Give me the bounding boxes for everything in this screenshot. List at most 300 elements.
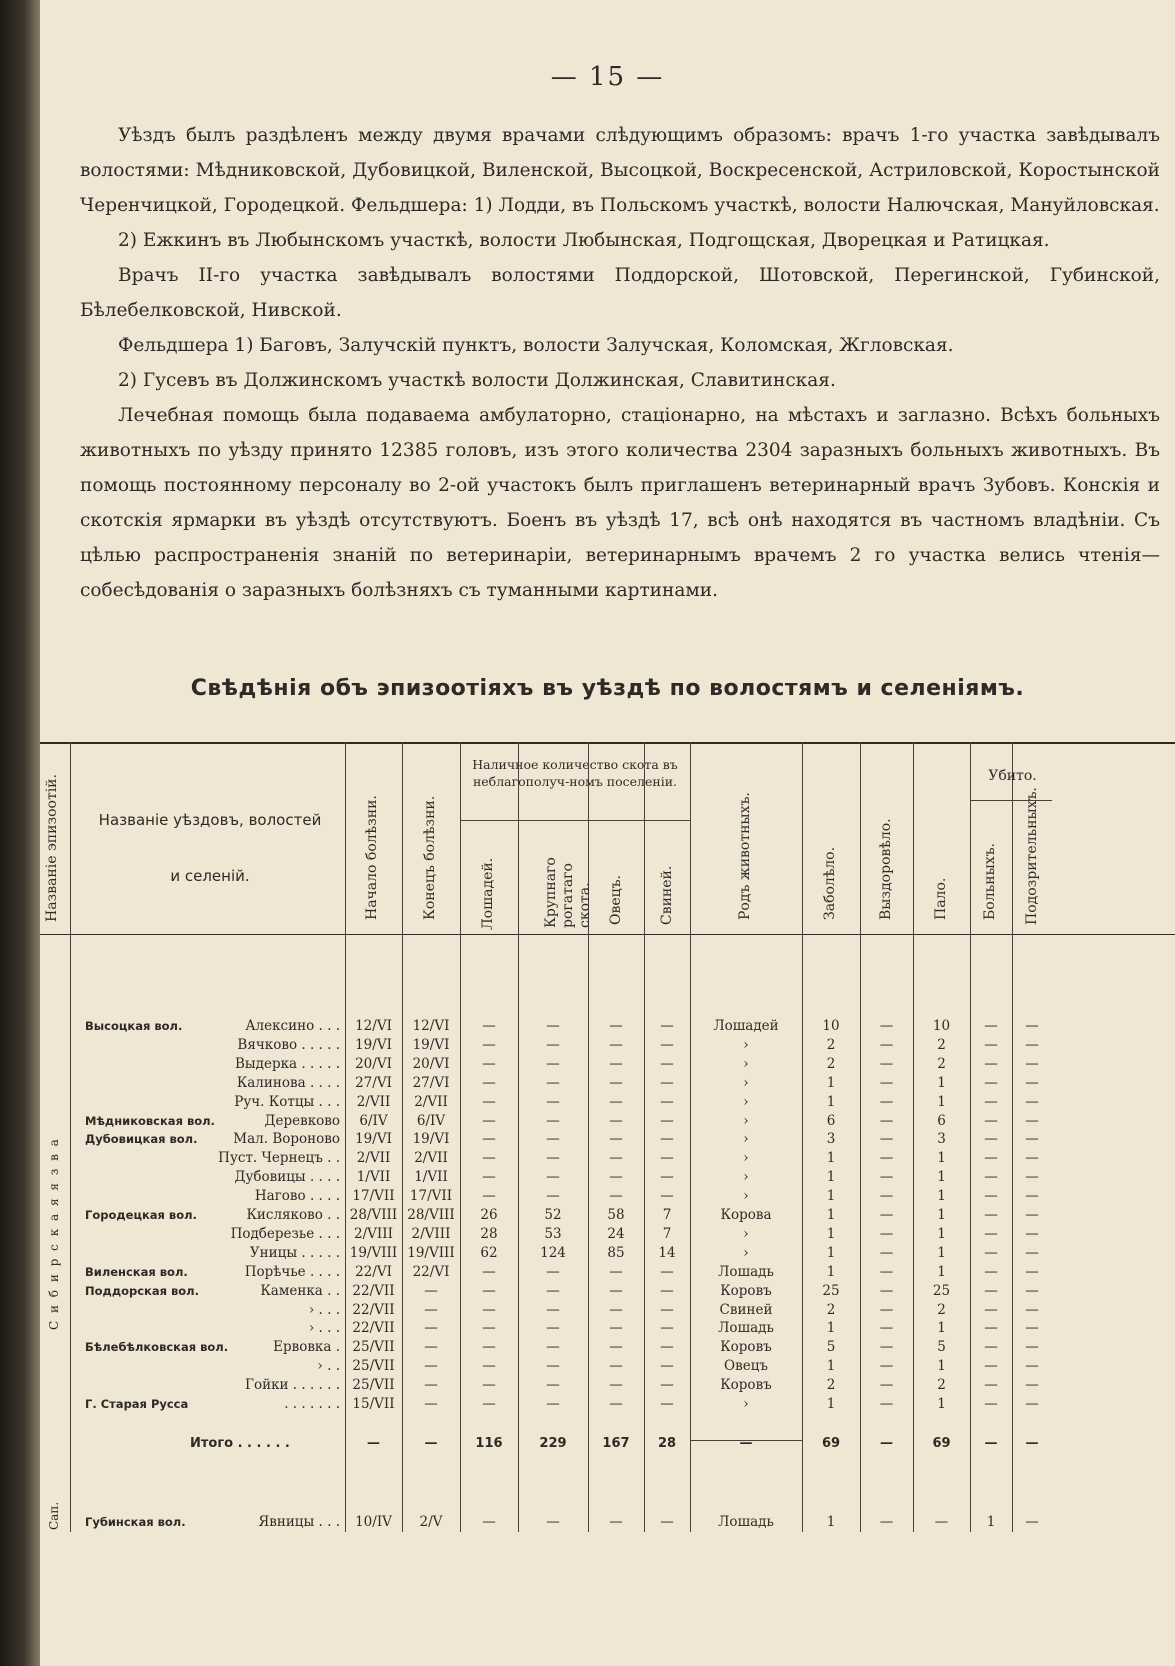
cell-rec: —: [879, 1320, 894, 1337]
volost-name: Губинская вол.: [85, 1515, 186, 1529]
settlement-name: Гойки . . . . . .: [245, 1377, 340, 1394]
cell-died: 2: [937, 1377, 946, 1394]
cell-cattle: —: [546, 1018, 560, 1034]
settlement-name: Алексино . . .: [245, 1018, 340, 1034]
cell-died: 10: [932, 1018, 951, 1034]
settlement-name: Пуст. Чернецъ . .: [218, 1150, 340, 1167]
cell-horses: —: [482, 1514, 496, 1530]
cell-kind: ›: [743, 1169, 749, 1186]
cell-susp: —: [1025, 1282, 1039, 1299]
cell-cattle: 229: [539, 1436, 567, 1451]
cell-rec: —: [879, 1169, 894, 1186]
header-name-line2: и селеній.: [170, 867, 250, 885]
cell-sick: —: [984, 1320, 998, 1337]
cell-rec: —: [879, 1263, 894, 1280]
cell-cattle: 52: [544, 1207, 562, 1223]
cell-horses: —: [482, 1377, 496, 1394]
cell-ill: 2: [826, 1055, 836, 1072]
cell-horses: —: [482, 1112, 496, 1129]
cell-sick: —: [984, 1396, 998, 1412]
cell-ill: 69: [821, 1436, 841, 1451]
cell-cattle: —: [546, 1036, 560, 1053]
table-row: [40, 1113, 1175, 1133]
volost-name: Г. Старая Русса: [85, 1397, 189, 1411]
cell-sheep: —: [609, 1377, 623, 1394]
header-name-line1: Названіе уѣздовъ, волостей: [98, 811, 322, 829]
cell-horses: 26: [480, 1207, 498, 1223]
cell-sick: —: [984, 1112, 998, 1129]
paragraph: Фельдшера 1) Баговъ, Залучскій пунктъ, волости Залучская, Коломская, Жгловская.: [118, 335, 954, 356]
cell-start: 2/VII: [356, 1150, 391, 1167]
header-cattle: Крупнаго рогатаго скота.: [543, 857, 593, 928]
header-start: Начало болѣзни.: [364, 795, 380, 920]
book-spine-shadow: [0, 0, 40, 1666]
cell-pigs: —: [660, 1150, 674, 1167]
table-row: [40, 1358, 1175, 1378]
cell-cattle: —: [546, 1339, 560, 1356]
cell-end: 1/VII: [414, 1169, 448, 1186]
cell-cattle: —: [546, 1055, 560, 1072]
cell-sheep: —: [609, 1188, 623, 1205]
cell-ill: 1: [826, 1074, 836, 1091]
cell-start: 15/VII: [352, 1396, 395, 1412]
volost-name: Мѣдниковская вол.: [85, 1113, 215, 1128]
cell-died: 2: [937, 1301, 946, 1318]
settlement-name: › . . .: [308, 1301, 340, 1318]
cell-rec: —: [879, 1339, 894, 1356]
cell-died: 1: [937, 1207, 946, 1223]
cell-susp: —: [1025, 1225, 1039, 1242]
table-row: [40, 1018, 1175, 1038]
table-row: [40, 1169, 1175, 1189]
cell-died: 2: [937, 1036, 946, 1053]
table-row: [40, 1283, 1175, 1303]
cell-kind: Коровъ: [720, 1377, 772, 1394]
cell-start: 22/VII: [352, 1282, 395, 1299]
cell-died: 1: [937, 1093, 946, 1110]
cell-pigs: —: [660, 1377, 674, 1394]
cell-sheep: —: [609, 1169, 623, 1186]
cell-start: 22/VII: [352, 1320, 395, 1337]
document-page: [40, 0, 1175, 1666]
cell-start: 6/IV: [359, 1112, 388, 1129]
cell-start: 17/VII: [352, 1188, 395, 1205]
cell-end: —: [424, 1301, 438, 1318]
cell-susp: —: [1025, 1263, 1039, 1280]
cell-horses: 62: [480, 1244, 498, 1261]
cell-start: 25/VII: [352, 1377, 395, 1394]
cell-horses: —: [482, 1396, 496, 1412]
cell-horses: —: [482, 1150, 496, 1167]
cell-end: 28/VIII: [407, 1207, 455, 1223]
cell-sheep: —: [609, 1396, 623, 1412]
cell-pigs: 7: [662, 1225, 672, 1242]
table-top-rule: [40, 742, 1175, 744]
cell-cattle: —: [546, 1169, 560, 1186]
cell-cattle: —: [546, 1514, 560, 1530]
settlement-name: Нагово . . . .: [254, 1188, 340, 1205]
cell-end: —: [424, 1339, 438, 1356]
cell-sheep: —: [609, 1150, 623, 1167]
cell-ill: 1: [826, 1225, 836, 1242]
cell-start: 2/VII: [356, 1093, 391, 1110]
cell-horses: 28: [480, 1225, 498, 1242]
cell-died: 1: [937, 1396, 946, 1412]
page-number: — 15 —: [550, 62, 665, 92]
cell-rec: —: [879, 1301, 894, 1318]
cell-kind: ›: [743, 1150, 749, 1167]
header-horses: Лошадей.: [480, 857, 496, 930]
table-row: [40, 1094, 1175, 1114]
cell-start: 28/VIII: [349, 1207, 398, 1223]
header-disease: Названіе эпизоотій.: [44, 774, 60, 922]
cell-kind: Корова: [720, 1207, 772, 1223]
table-row: [40, 1226, 1175, 1246]
cell-sheep: 58: [607, 1207, 625, 1223]
cell-pigs: —: [660, 1396, 674, 1412]
cell-rec: —: [879, 1514, 894, 1530]
table-row: [40, 1131, 1175, 1151]
cell-pigs: —: [660, 1169, 674, 1186]
cell-cattle: —: [546, 1150, 560, 1167]
paragraph: Уѣздъ былъ раздѣленъ между двумя врачами слѣдующимъ образомъ: врачъ 1-го участка завѣдывалъ волостями: Мѣдниковской, Дубовицкой, Виленской, Высоцкой, Воскресенской, Астриловской, Коростынской Черенчицкой, Городецкой. Фельдшера: 1) Лодди, въ Польскомъ участкѣ, волости Налючская, Мануйловская.: [80, 125, 1160, 216]
cell-pigs: —: [660, 1339, 674, 1356]
cell-died: 69: [932, 1436, 951, 1451]
cell-end: —: [424, 1282, 438, 1299]
cell-ill: 1: [826, 1320, 836, 1337]
cell-cattle: —: [546, 1188, 560, 1205]
cell-pigs: —: [660, 1093, 674, 1110]
cell-pigs: —: [660, 1301, 674, 1318]
cell-sick: —: [984, 1377, 998, 1394]
table-row: [40, 1037, 1175, 1057]
volost-name: Бѣлебѣлковская вол.: [85, 1340, 229, 1355]
cell-start: 22/VI: [355, 1263, 392, 1280]
cell-sick: —: [984, 1436, 998, 1451]
cell-horses: —: [482, 1055, 496, 1072]
cell-horses: —: [482, 1018, 496, 1034]
cell-end: 27/VI: [412, 1074, 450, 1091]
cell-died: 3: [937, 1131, 946, 1148]
cell-end: 2/VII: [414, 1150, 448, 1167]
cell-sick: —: [984, 1225, 998, 1242]
cell-sick: —: [984, 1358, 998, 1375]
cell-pigs: —: [660, 1514, 674, 1530]
cell-kind: Лошадь: [718, 1320, 774, 1337]
header-sheep: Овецъ.: [608, 874, 624, 925]
cell-sheep: —: [609, 1514, 623, 1530]
cell-died: 1: [937, 1169, 946, 1186]
header-kind: Родъ животныхъ.: [737, 792, 753, 920]
settlement-name: Руч. Котцы . . .: [234, 1093, 340, 1110]
cell-pigs: —: [660, 1018, 674, 1034]
disease-label-glanders: Сап.: [47, 1501, 61, 1530]
cell-sheep: —: [609, 1263, 623, 1280]
cell-rec: —: [879, 1093, 894, 1110]
cell-horses: —: [482, 1131, 496, 1148]
cell-rec: —: [879, 1244, 894, 1261]
settlement-name: Вячково . . . . .: [237, 1036, 340, 1053]
cell-rec: —: [879, 1377, 894, 1394]
cell-ill: 10: [822, 1018, 840, 1034]
cell-horses: —: [482, 1301, 496, 1318]
cell-susp: —: [1025, 1514, 1039, 1530]
cell-start: 19/VI: [355, 1131, 392, 1148]
table-row: [40, 1339, 1175, 1359]
table-row: [40, 1302, 1175, 1322]
paragraph: 2) Гусевъ въ Должинскомъ участкѣ волости Должинская, Славитинская.: [118, 370, 836, 391]
cell-cattle: —: [546, 1131, 560, 1148]
cell-rec: —: [880, 1436, 893, 1451]
cell-susp: —: [1025, 1207, 1039, 1223]
cell-horses: —: [482, 1093, 496, 1110]
table-row: [40, 1188, 1175, 1208]
cell-start: 10/IV: [355, 1514, 392, 1530]
cell-sheep: —: [609, 1112, 623, 1129]
cell-sick: —: [984, 1150, 998, 1167]
cell-rec: —: [879, 1396, 894, 1412]
cell-end: 2/VII: [414, 1093, 448, 1110]
cell-kind: —: [739, 1436, 753, 1451]
cell-susp: —: [1025, 1055, 1039, 1072]
cell-pigs: —: [660, 1036, 674, 1053]
cell-sick: 1: [986, 1514, 996, 1530]
cell-susp: —: [1025, 1036, 1039, 1053]
cell-died: 1: [937, 1188, 946, 1205]
cell-sheep: —: [609, 1131, 623, 1148]
disease-label-anthrax: С и б и р с к а я я з в а: [47, 1137, 61, 1330]
cell-sheep: —: [609, 1018, 623, 1034]
cell-kind: ›: [743, 1396, 749, 1412]
cell-susp: —: [1025, 1169, 1039, 1186]
cell-sheep: —: [609, 1358, 623, 1375]
cell-cattle: —: [546, 1074, 560, 1091]
volost-name: Высоцкая вол.: [85, 1019, 183, 1033]
cell-died: 1: [937, 1320, 946, 1337]
table-title: Свѣдѣнія объ эпизоотіяхъ въ уѣздѣ по волостямъ и селеніямъ.: [190, 676, 1025, 701]
cell-susp: —: [1025, 1112, 1039, 1129]
cell-pigs: 7: [662, 1207, 672, 1223]
cell-end: —: [424, 1377, 438, 1394]
cell-sick: —: [984, 1244, 998, 1261]
cell-sheep: —: [609, 1339, 623, 1356]
table-row: [40, 1207, 1175, 1227]
cell-end: 2/V: [419, 1514, 443, 1530]
cell-kind: ›: [743, 1036, 749, 1053]
cell-start: 1/VII: [356, 1169, 391, 1186]
cell-susp: —: [1025, 1131, 1039, 1148]
cell-sick: —: [984, 1263, 998, 1280]
cell-start: 19/VIII: [349, 1244, 398, 1261]
volost-name: Поддорская вол.: [85, 1283, 199, 1298]
cell-sheep: —: [609, 1282, 623, 1299]
cell-sick: —: [984, 1055, 998, 1072]
cell-kind: ›: [743, 1093, 749, 1110]
header-suspect: Подозрительныхъ.: [1024, 787, 1040, 925]
cell-susp: —: [1025, 1188, 1039, 1205]
cell-kind: ›: [743, 1188, 749, 1205]
cell-end: 19/VI: [412, 1036, 450, 1053]
cell-horses: —: [482, 1320, 496, 1337]
cell-kind: ›: [743, 1244, 749, 1261]
cell-died: 1: [937, 1244, 946, 1261]
cell-sick: —: [984, 1131, 998, 1148]
cell-died: —: [934, 1514, 949, 1530]
cell-horses: —: [482, 1169, 496, 1186]
cell-ill: 25: [822, 1282, 840, 1299]
cell-rec: —: [879, 1282, 894, 1299]
paragraph: Лечебная помощь была подаваема амбулаторно, стаціонарно, на мѣстахъ и заглазно. Всѣхъ больныхъ животныхъ по уѣзду принято 12385 головъ, изъ этого количества 2304 заразныхъ больныхъ животныхъ. Въ помощь постоянному персоналу во 2-ой участокъ былъ приглашенъ ветеринарный врачъ Зубовъ. Конскія и скотскія ярмарки въ уѣздѣ отсутствуютъ. Боенъ въ уѣздѣ 17, всѣ онѣ находятся въ частномъ владѣніи. Съ цѣлью распространенія знаній по ветеринаріи, ветеринарнымъ врачемъ 2 го участка велись чтенія—собесѣдованія о заразныхъ болѣзняхъ съ туманными картинами.: [80, 405, 1160, 601]
volost-name: Городецкая вол.: [85, 1208, 197, 1222]
cell-ill: 2: [826, 1301, 836, 1318]
cell-ill: 1: [826, 1263, 836, 1280]
cell-sheep: —: [609, 1074, 623, 1091]
cell-end: 12/VI: [412, 1018, 450, 1034]
cell-end: 19/VIII: [407, 1244, 455, 1261]
cell-pigs: —: [660, 1074, 674, 1091]
cell-pigs: —: [660, 1282, 674, 1299]
cell-sick: —: [984, 1018, 998, 1034]
settlement-name: Калинова . . . .: [236, 1074, 340, 1091]
cell-susp: —: [1025, 1244, 1039, 1261]
cell-sick: —: [984, 1282, 998, 1299]
header-recovered: Выздоровѣло.: [878, 818, 894, 920]
cell-pigs: —: [660, 1358, 674, 1375]
cell-cattle: 53: [544, 1225, 562, 1242]
cell-susp: —: [1025, 1301, 1039, 1318]
cell-died: 6: [937, 1112, 946, 1129]
cell-rec: —: [879, 1055, 894, 1072]
cell-sick: —: [984, 1169, 998, 1186]
body-text: [80, 118, 1160, 608]
settlement-name: › . . .: [308, 1320, 340, 1337]
cell-sick: —: [984, 1188, 998, 1205]
cell-end: 19/VI: [412, 1131, 450, 1148]
cell-rec: —: [879, 1150, 894, 1167]
cell-susp: —: [1025, 1320, 1039, 1337]
cell-sheep: —: [609, 1055, 623, 1072]
cell-died: 1: [937, 1263, 946, 1280]
cell-died: 2: [937, 1055, 946, 1072]
cell-end: —: [424, 1320, 438, 1337]
cell-died: 1: [937, 1225, 946, 1242]
group-rule-available: [460, 820, 690, 821]
cell-sick: —: [984, 1036, 998, 1053]
table-header-rule: [40, 934, 1175, 935]
cell-end: 6/IV: [416, 1112, 446, 1129]
table-row: [40, 1377, 1175, 1397]
header-fell-ill: Заболѣло.: [822, 846, 838, 920]
cell-ill: 1: [826, 1244, 836, 1261]
cell-cattle: —: [546, 1282, 560, 1299]
cell-susp: —: [1025, 1339, 1039, 1356]
cell-cattle: —: [546, 1377, 560, 1394]
cell-susp: —: [1025, 1074, 1039, 1091]
cell-susp: —: [1025, 1396, 1039, 1412]
cell-kind: ›: [743, 1131, 749, 1148]
cell-start: 25/VII: [352, 1339, 395, 1356]
cell-died: 25: [932, 1282, 951, 1299]
cell-end: —: [424, 1436, 438, 1451]
total-row: [40, 1436, 1175, 1456]
cell-rec: —: [879, 1112, 894, 1129]
cell-pigs: —: [660, 1131, 674, 1148]
cell-kind: ›: [743, 1225, 749, 1242]
cell-sick: —: [984, 1339, 998, 1356]
cell-rec: —: [879, 1036, 894, 1053]
cell-kind: ›: [743, 1074, 749, 1091]
table-row: [40, 1264, 1175, 1284]
cell-ill: 2: [826, 1377, 836, 1394]
cell-susp: —: [1025, 1358, 1039, 1375]
cell-ill: 1: [826, 1207, 836, 1223]
table-row: [40, 1320, 1175, 1340]
cell-cattle: —: [546, 1263, 560, 1280]
cell-rec: —: [879, 1131, 894, 1148]
cell-end: 2/VIII: [411, 1225, 451, 1242]
cell-susp: —: [1025, 1436, 1039, 1451]
cell-kind: Коровъ: [720, 1282, 772, 1299]
table-row: [40, 1396, 1175, 1416]
cell-sick: —: [984, 1074, 998, 1091]
settlement-name: Порѣчье . . . .: [244, 1263, 340, 1280]
cell-ill: 1: [826, 1188, 836, 1205]
cell-start: 22/VII: [352, 1301, 395, 1318]
cell-ill: 3: [826, 1131, 836, 1148]
cell-horses: —: [482, 1074, 496, 1091]
cell-pigs: —: [660, 1188, 674, 1205]
cell-rec: —: [879, 1018, 894, 1034]
cell-ill: 1: [826, 1396, 836, 1412]
cell-susp: —: [1025, 1377, 1039, 1394]
settlement-name: Уницы . . . . .: [249, 1244, 340, 1261]
cell-horses: —: [482, 1188, 496, 1205]
cell-cattle: —: [546, 1320, 560, 1337]
cell-sheep: —: [609, 1301, 623, 1318]
cell-horses: —: [482, 1263, 496, 1280]
cell-end: 22/VI: [412, 1263, 450, 1280]
cell-susp: —: [1025, 1018, 1039, 1034]
cell-end: —: [424, 1358, 438, 1375]
cell-rec: —: [879, 1358, 894, 1375]
paragraph: Врачъ II-го участка завѣдывалъ волостями Поддорской, Шотовской, Перегинской, Губинской, Бѣлебелковской, Нивской.: [80, 265, 1160, 321]
cell-pigs: —: [660, 1112, 674, 1129]
cell-horses: —: [482, 1358, 496, 1375]
cell-horses: —: [482, 1282, 496, 1299]
cell-horses: 116: [475, 1436, 503, 1451]
header-group-available: Наличное количество скота въ неблагополуч-номъ поселеніи.: [472, 757, 678, 789]
cell-rec: —: [879, 1188, 894, 1205]
cell-susp: —: [1025, 1150, 1039, 1167]
cell-start: 2/VIII: [354, 1225, 393, 1242]
table-row: [40, 1056, 1175, 1076]
cell-cattle: 124: [540, 1244, 566, 1261]
cell-ill: 1: [826, 1093, 836, 1110]
cell-pigs: 28: [657, 1436, 677, 1451]
cell-sick: —: [984, 1207, 998, 1223]
cell-sheep: 85: [607, 1244, 625, 1261]
cell-horses: —: [482, 1036, 496, 1053]
volost-name: Виленская вол.: [85, 1264, 188, 1279]
cell-ill: 6: [826, 1112, 836, 1129]
settlement-name: Подберезье . . .: [230, 1225, 340, 1242]
cell-kind: Коровъ: [720, 1339, 772, 1356]
settlement-name: Мал. Вороново: [233, 1131, 340, 1148]
table-row: [40, 1075, 1175, 1095]
cell-rec: —: [879, 1074, 894, 1091]
settlement-name: . . . . . . .: [284, 1396, 340, 1412]
cell-cattle: —: [546, 1358, 560, 1375]
